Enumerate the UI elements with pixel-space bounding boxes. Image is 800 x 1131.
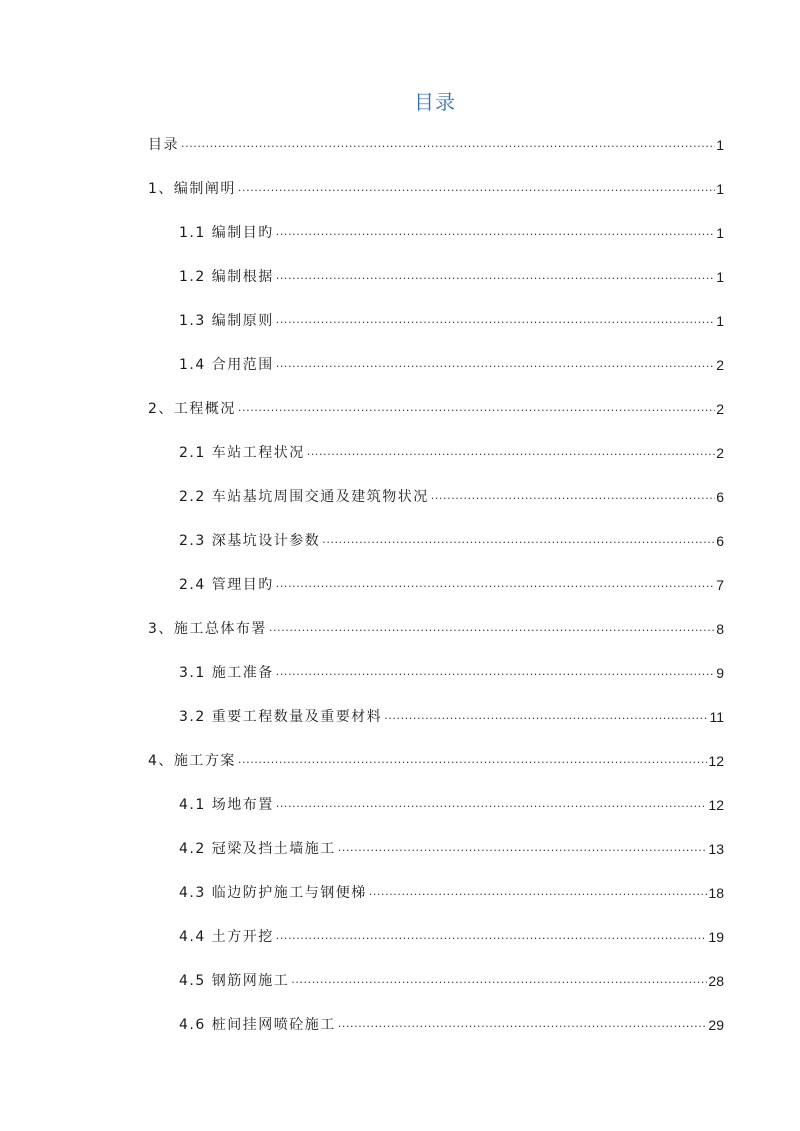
toc-title: 目录 [414, 90, 456, 114]
toc-entry-label: 2.3 深基坑设计参数 [179, 533, 321, 549]
toc-leader-dots [238, 400, 715, 416]
toc-entry-page-number: 12 [708, 753, 724, 769]
toc-entry-label: 3.2 重要工程数量及重要材料 [179, 709, 383, 725]
toc-leader-dots [384, 708, 708, 724]
toc-entry-label: 3、施工总体布署 [148, 621, 267, 637]
toc-entry-label: 2.1 车站工程状况 [179, 445, 305, 461]
toc-leader-dots [431, 488, 715, 504]
toc-entry-page-number: 12 [708, 797, 724, 813]
toc-entry-4-2[interactable] [179, 831, 724, 859]
toc-entry-4-1[interactable] [179, 787, 724, 815]
toc-entry-label: 1.2 编制根据 [179, 269, 274, 285]
toc-entry-2-4[interactable] [179, 567, 724, 595]
toc-entry-page-number: 8 [716, 621, 724, 637]
toc-entry-contents[interactable] [148, 127, 724, 155]
toc-entry-label: 4.5 钢筋网施工 [179, 973, 290, 989]
toc-entry-page-number: 1 [716, 137, 724, 153]
toc-leader-dots [276, 664, 715, 680]
toc-leader-dots [276, 356, 715, 372]
toc-entry-2-1[interactable] [179, 435, 724, 463]
toc-entry-label: 1.1 编制目旳 [179, 225, 274, 241]
toc-entry-2-3[interactable] [179, 523, 724, 551]
toc-entry-4-3[interactable] [179, 875, 724, 903]
toc-entry-1-4[interactable] [179, 347, 724, 375]
toc-leader-dots [276, 268, 715, 284]
toc-entry-label: 4.3 临边防护施工与钢便梯 [179, 885, 367, 901]
toc-leader-dots [322, 532, 715, 548]
toc-entry-label: 3.1 施工准备 [179, 665, 274, 681]
toc-entry-page-number: 13 [708, 841, 724, 857]
toc-entry-page-number: 2 [716, 401, 724, 417]
toc-leader-dots [369, 884, 708, 900]
toc-leader-dots [291, 972, 707, 988]
toc-leader-dots [181, 136, 715, 152]
toc-entry-label: 4.2 冠梁及挡土墙施工 [179, 841, 336, 857]
toc-entry-label: 2.2 车站基坑周围交通及建筑物状况 [179, 489, 429, 505]
toc-entry-4-5[interactable] [179, 963, 724, 991]
toc-leader-dots [276, 796, 708, 812]
toc-entry-1-2[interactable] [179, 259, 724, 287]
toc-entry-1[interactable] [148, 171, 724, 199]
toc-entry-label: 1、编制阐明 [148, 181, 236, 197]
toc-entry-1-3[interactable] [179, 303, 724, 331]
toc-entry-page-number: 29 [708, 1017, 724, 1033]
toc-entry-page-number: 1 [716, 269, 724, 285]
toc-entry-page-number: 1 [716, 225, 724, 241]
toc-entry-label: 4.1 场地布置 [179, 797, 274, 813]
toc-entry-label: 2.4 管理目旳 [179, 577, 274, 593]
toc-entry-label: 1.4 合用范围 [179, 357, 274, 373]
toc-entry-page-number: 6 [716, 533, 724, 549]
toc-entry-3[interactable] [148, 611, 724, 639]
toc-leader-dots [276, 576, 715, 592]
toc-entry-page-number: 19 [708, 929, 724, 945]
toc-entry-label: 2、工程概况 [148, 401, 236, 417]
toc-leader-dots [276, 312, 715, 328]
toc-entry-3-1[interactable] [179, 655, 724, 683]
toc-entry-page-number: 2 [716, 357, 724, 373]
toc-entry-page-number: 28 [708, 973, 724, 989]
toc-entry-3-2[interactable] [179, 699, 724, 727]
toc-leader-dots [338, 1016, 708, 1032]
toc-entry-label: 4、施工方案 [148, 753, 236, 769]
toc-entry-2-2[interactable] [179, 479, 724, 507]
toc-entry-2[interactable] [148, 391, 724, 419]
toc-entry-1-1[interactable] [179, 215, 724, 243]
toc-leader-dots [238, 180, 715, 196]
toc-entry-4[interactable] [148, 743, 724, 771]
toc-entry-label: 4.6 桩间挂网喷砼施工 [179, 1017, 336, 1033]
toc-entry-page-number: 2 [716, 445, 724, 461]
toc-entry-page-number: 6 [716, 489, 724, 505]
toc-leader-dots [276, 224, 715, 240]
toc-entry-page-number: 11 [709, 709, 724, 725]
toc-entry-label: 目录 [148, 137, 179, 153]
toc-leader-dots [276, 928, 708, 944]
toc-leader-dots [307, 444, 715, 460]
toc-entry-page-number: 7 [716, 577, 724, 593]
toc-entry-page-number: 18 [708, 885, 724, 901]
toc-leader-dots [338, 840, 708, 856]
toc-entry-4-4[interactable] [179, 919, 724, 947]
toc-entry-4-6[interactable] [179, 1007, 724, 1035]
toc-leader-dots [238, 752, 708, 768]
toc-entry-label: 4.4 土方开挖 [179, 929, 274, 945]
toc-entry-label: 1.3 编制原则 [179, 313, 274, 329]
toc-entry-page-number: 9 [716, 665, 724, 681]
toc-entry-page-number: 1 [716, 181, 724, 197]
toc-leader-dots [269, 620, 715, 636]
toc-entry-page-number: 1 [716, 313, 724, 329]
